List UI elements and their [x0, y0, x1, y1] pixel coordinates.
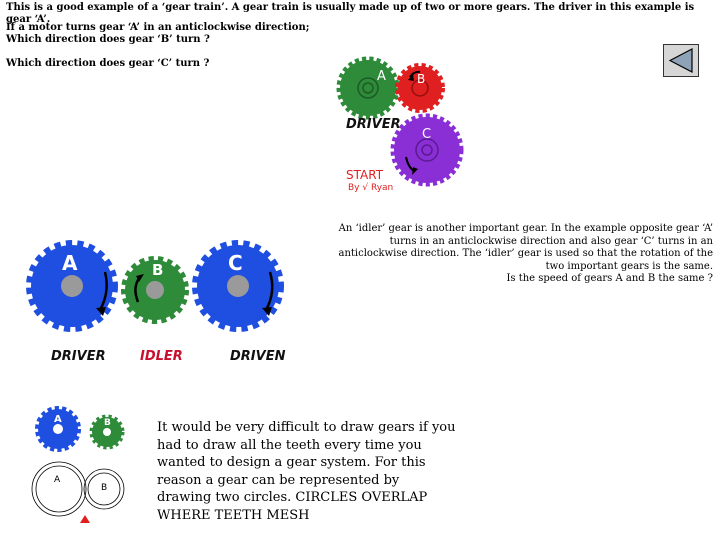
- blue-gear-c: [197, 245, 279, 327]
- circle-a: [32, 462, 86, 516]
- gear-train-idler-diagram: [20, 232, 300, 372]
- purple-gear-c: [394, 117, 460, 183]
- question-line-2: Which direction does gear ‘B’ turn ?: [6, 34, 210, 45]
- idler-explanation: [330, 223, 713, 286]
- green-gear-b: [125, 260, 185, 320]
- idler-question: Is the speed of gears A and B the same ?: [506, 273, 713, 284]
- driver-label: DRIVER: [346, 117, 401, 132]
- question-gear-b: [6, 22, 406, 46]
- gear-circle-representation-diagram: [28, 402, 138, 530]
- train-driven-label: DRIVEN: [230, 349, 286, 364]
- back-button[interactable]: [663, 44, 699, 77]
- circle-b: [84, 469, 124, 509]
- question-gear-c: Which direction does gear ‘C’ turn ?: [6, 58, 210, 69]
- circle-a-label: A: [54, 475, 61, 485]
- credit-label: By √ Ryan: [348, 183, 394, 193]
- train-gear-b-label: B: [152, 261, 164, 279]
- gear-train-3d-diagram: [330, 55, 480, 200]
- intro-text: This is a good example of a ‘gear train’. A gear train is usually made up of two or more gears. The driver in this example is gear ‘A’.: [6, 2, 695, 25]
- circle-representation-text: It would be very difficult to draw gears if you had to draw all the teeth every time you wanted to design a gear system. For this reason a gear can be represented by drawing two circles. CIRCLES OVERLAP WHERE TEETH MESH: [157, 420, 456, 523]
- train-idler-label: IDLER: [140, 349, 183, 364]
- small-green-gear-b: [92, 417, 122, 447]
- small-gear-a-label: A: [54, 414, 62, 425]
- train-driver-label: DRIVER: [51, 349, 106, 364]
- red-gear-b: [398, 66, 442, 110]
- green-gear-a: [340, 60, 396, 116]
- start-label: START: [346, 168, 384, 182]
- train-gear-a-label: A: [62, 251, 78, 275]
- gear-c-label: C: [422, 127, 432, 142]
- blue-gear-a: [31, 245, 113, 327]
- mesh-point-arrow-icon: [80, 515, 90, 523]
- back-triangle-icon: [666, 47, 696, 74]
- small-blue-gear-a: [38, 409, 78, 449]
- gear-b-label: B: [417, 72, 426, 86]
- circle-b-label: B: [101, 483, 108, 493]
- train-gear-c-label: C: [228, 251, 243, 275]
- idler-paragraph: An ‘idler’ gear is another important gear. In the example opposite gear ‘A’ turns in an anticlockwise direction and also gear ‘C’ turns in an anticlockwise direction. The ‘idler’ gear is used so that the rotation of the two important gears is the same.: [338, 223, 713, 272]
- question-line-1: If a motor turns gear ‘A’ in an anticlockwise direction;: [6, 22, 310, 33]
- gear-a-label: A: [377, 69, 386, 84]
- small-gear-b-label: B: [104, 418, 111, 428]
